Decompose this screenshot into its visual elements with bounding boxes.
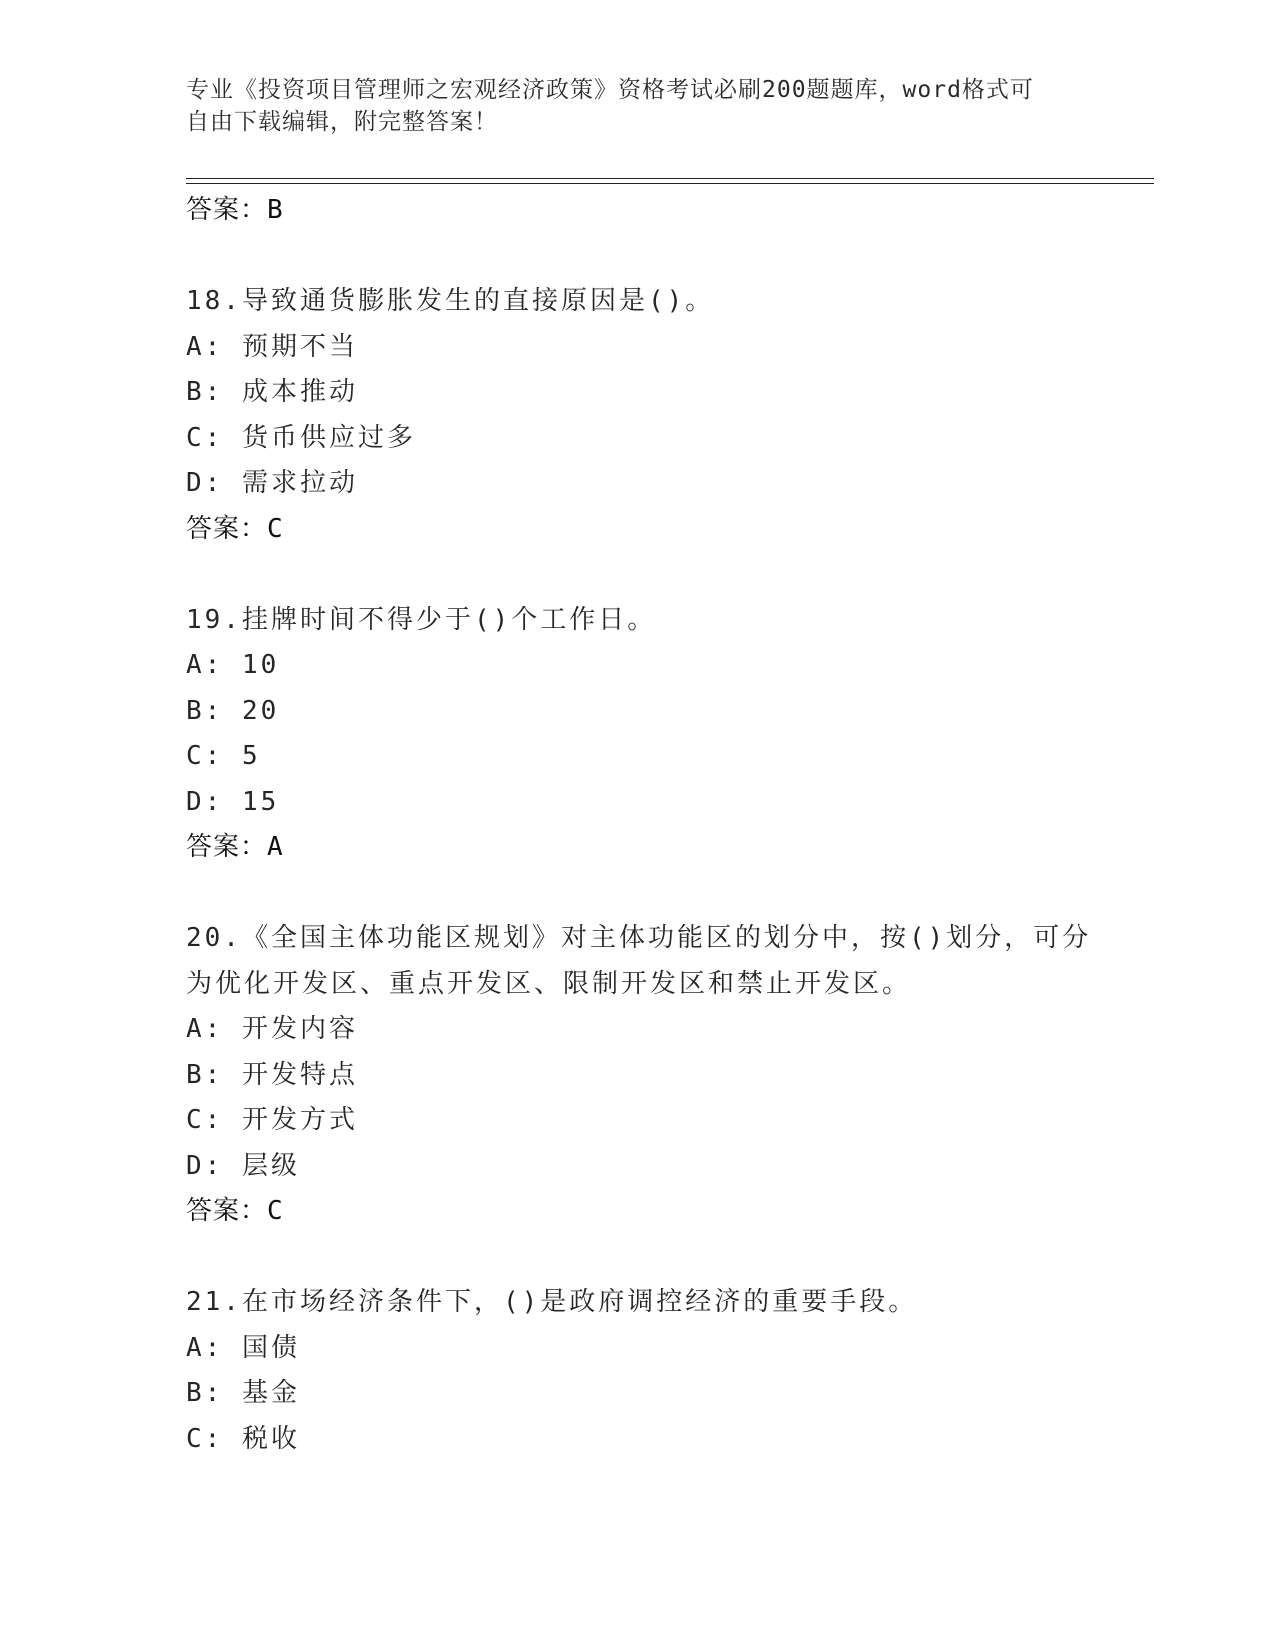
header-line-1: 专业《投资项目管理师之宏观经济政策》资格考试必刷200题题库，word格式可 [186, 77, 1034, 103]
header-divider-top [186, 178, 1154, 179]
option-d: D: 层级 [186, 1150, 300, 1181]
option-b: B: 成本推动 [186, 377, 358, 407]
answer-line: 答案：A [186, 832, 284, 862]
question-20 [186, 916, 1092, 1235]
answer-line: 答案：B [186, 195, 284, 225]
option-d: D: 需求拉动 [186, 468, 358, 498]
document-header [186, 74, 1066, 138]
question-21 [186, 1280, 1086, 1462]
question-stem: 18.导致通货膨胀发生的直接原因是()。 [186, 286, 715, 316]
option-b: B: 开发特点 [186, 1059, 358, 1090]
option-c: C: 5 [186, 741, 261, 771]
option-a: A: 开发内容 [186, 1014, 358, 1044]
option-a: A: 国债 [186, 1332, 300, 1363]
question-18 [186, 279, 1086, 552]
question-stem: 20.《全国主体功能区规划》对主体功能区的划分中，按()划分，可分 [186, 923, 1092, 953]
header-line-2: 自由下载编辑，附完整答案！ [186, 109, 498, 135]
question-list [186, 188, 1092, 1462]
option-b: B: 基金 [186, 1378, 300, 1408]
option-d: D: 15 [186, 786, 280, 817]
option-b: B: 20 [186, 695, 280, 726]
answer-line: 答案：C [186, 1196, 284, 1226]
option-c: C: 税收 [186, 1423, 300, 1454]
answer-line: 答案：C [186, 513, 284, 544]
header-divider-bottom [186, 183, 1154, 184]
question-stem: 21.在市场经济条件下，()是政府调控经济的重要手段。 [186, 1287, 918, 1317]
option-c: C: 开发方式 [186, 1105, 358, 1135]
question-stem: 19.挂牌时间不得少于()个工作日。 [186, 604, 657, 635]
option-a: A: 预期不当 [186, 331, 358, 362]
option-c: C: 货币供应过多 [186, 422, 416, 453]
spacer [186, 871, 1086, 917]
spacer [186, 552, 1086, 598]
spacer [186, 234, 1086, 280]
question-stem-continued: 为优化开发区、重点开发区、限制开发区和禁止开发区。 [186, 968, 912, 999]
option-a: A: 10 [186, 650, 280, 680]
question-19 [186, 598, 1086, 871]
spacer [186, 1235, 1086, 1281]
